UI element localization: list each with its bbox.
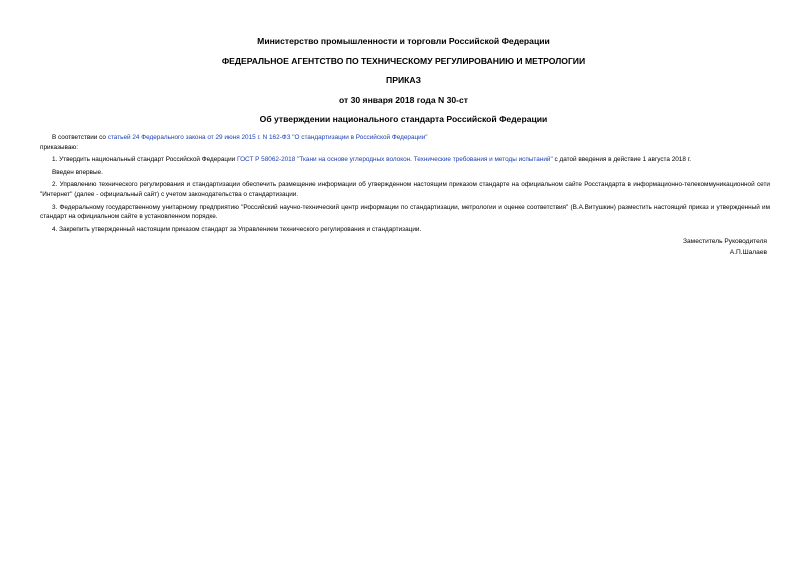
law-link[interactable]: статьей 24 Федерального закона от 29 июня 2015 г. N 162-ФЗ "О стандартизации в Российской Федерации": [107, 134, 428, 141]
standard-link[interactable]: ГОСТ Р 58062-2018 "Ткани на основе углеродных волокон. Технические требования и методы испытаний": [236, 156, 553, 164]
item-1-prefix: 1. Утвердить национальный стандарт Российской Федерации: [52, 156, 237, 164]
signatory-name: А.П.Шалаев: [729, 249, 767, 256]
agency-heading: ФЕДЕРАЛЬНОЕ АГЕНТСТВО ПО ТЕХНИЧЕСКОМУ РЕГУЛИРОВАНИЮ И МЕТРОЛОГИИ: [221, 56, 586, 66]
item-1-paragraph: [40, 155, 770, 165]
document-type: ПРИКАЗ: [386, 75, 421, 85]
command-text: приказываю:: [40, 143, 78, 151]
item-2-paragraph: 2. Управлению технического регулирования и стандартизации обеспечить размещение информации об утвержденном настоящим приказом стандарте на официальном сайте Росстандарта в информационно-телекоммуникационной сети "Интернет" (далее - официальный сайт) с учетом законодательства о стандартизации.: [40, 181, 770, 198]
item-3-paragraph: 3. Федеральному государственному унитарному предприятию "Российский научно-технический центр информации по стандартизации, метрологии и оценке соответствия" (В.А.Витушкин) разместить настоящий приказ и утвержденный им стандарт на официальном сайте в установленном порядке.: [40, 203, 770, 221]
document-body: [40, 133, 770, 234]
document-title: Об утверждении национального стандарта Российской Федерации: [259, 114, 548, 124]
signatory-position: Заместитель Руководителя: [683, 238, 767, 245]
item-1-suffix: с датой введения в действие 1 августа 2018 г.: [552, 156, 692, 164]
item-4-paragraph: 4. Закрепить утвержденный настоящим приказом стандарт за Управлением технического регулирования и стандартизации.: [52, 225, 422, 233]
intro-paragraph: [40, 133, 770, 143]
intro-prefix: В соответствии со: [52, 134, 108, 141]
ministry-heading: Министерство промышленности и торговли Российской Федерации: [257, 36, 550, 46]
document-date-number: от 30 января 2018 года N 30-ст: [338, 95, 468, 105]
item-1-note: Введен впервые.: [52, 168, 103, 176]
